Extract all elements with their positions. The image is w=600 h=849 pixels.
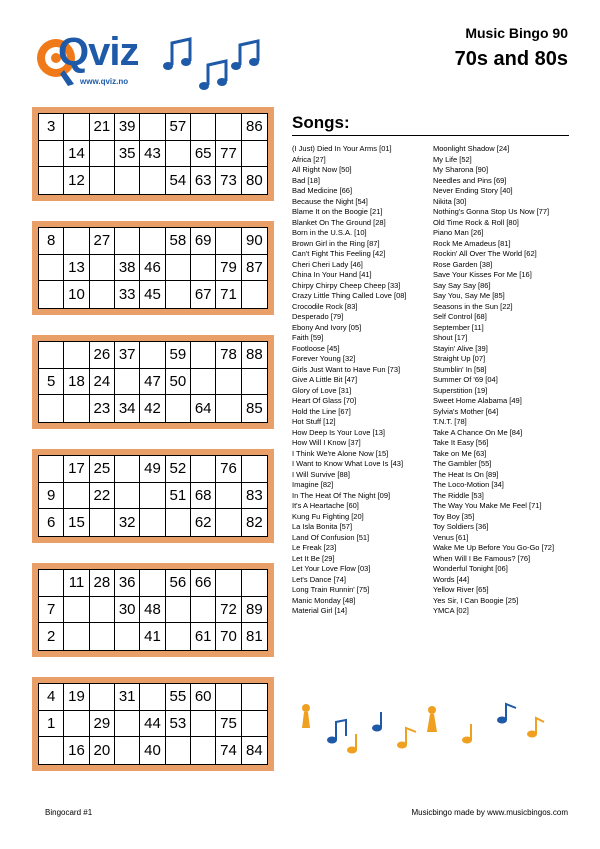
bingo-cell bbox=[242, 570, 267, 597]
song-item: Bad Medicine [66] bbox=[292, 186, 353, 195]
bingo-cell bbox=[166, 509, 191, 536]
song-item: Faith [59] bbox=[292, 333, 324, 342]
bingo-cell: 28 bbox=[90, 570, 115, 597]
bingo-cell bbox=[191, 737, 216, 764]
music-notes-icon bbox=[160, 35, 270, 95]
bingo-cell bbox=[115, 623, 140, 650]
song-item: Manic Monday [48] bbox=[292, 595, 356, 605]
song-item: Old Time Rock & Roll [80] bbox=[433, 217, 519, 227]
bingo-cell: 14 bbox=[64, 141, 89, 168]
song-item: I Want to Know What Love Is [43] bbox=[292, 459, 404, 468]
bingo-cell: 1 bbox=[39, 711, 64, 738]
bingo-cell: 35 bbox=[115, 141, 140, 168]
song-item: The Gambler [55] bbox=[433, 459, 492, 468]
bingo-cell: 34 bbox=[115, 395, 140, 422]
song-item: I Think We're Alone Now [15] bbox=[292, 448, 389, 458]
bingo-cell: 9 bbox=[39, 483, 64, 510]
song-item: Toy Soldiers [36] bbox=[433, 522, 489, 531]
bingo-cell bbox=[140, 684, 165, 711]
song-item: Stayin' Alive [39] bbox=[433, 343, 488, 353]
bingo-cell bbox=[115, 369, 140, 396]
bingo-cell bbox=[191, 342, 216, 369]
song-item: T.N.T. [78] bbox=[433, 417, 467, 426]
song-item: Stumblin' In [58] bbox=[433, 364, 487, 374]
song-item: The Loco-Motion [34] bbox=[433, 480, 504, 489]
song-item: Blame It on the Boogie [21] bbox=[292, 207, 383, 216]
bingo-cell bbox=[216, 395, 241, 422]
bingo-cell: 49 bbox=[140, 456, 165, 483]
bingo-cell bbox=[140, 342, 165, 369]
song-item: Footloose [45] bbox=[292, 343, 340, 353]
song-item: Hold the Line [67] bbox=[292, 406, 351, 416]
song-item: Rockin' All Over The World [62] bbox=[433, 249, 537, 258]
bingo-cell: 24 bbox=[90, 369, 115, 396]
song-item: Toy Boy [35] bbox=[433, 511, 475, 521]
bingo-cell bbox=[64, 114, 89, 141]
bingo-cell bbox=[64, 228, 89, 255]
bingo-cell bbox=[216, 228, 241, 255]
bingo-cell: 72 bbox=[216, 597, 241, 624]
song-item: The Riddle [53] bbox=[433, 490, 484, 500]
song-item: Let It Be [29] bbox=[292, 553, 335, 563]
bingo-cell bbox=[242, 711, 267, 738]
song-item: Brown Girl in the Ring [87] bbox=[292, 238, 380, 248]
bingo-cell: 59 bbox=[166, 342, 191, 369]
song-item: YMCA [02] bbox=[433, 606, 469, 615]
bingo-cell: 42 bbox=[140, 395, 165, 422]
footer-card-number: Bingocard #1 bbox=[45, 808, 93, 817]
bingo-cell bbox=[140, 167, 165, 194]
bingo-cell bbox=[191, 255, 216, 282]
bingo-cell bbox=[90, 509, 115, 536]
song-item: Superstition [19] bbox=[433, 385, 488, 395]
song-item: All Right Now [50] bbox=[292, 165, 352, 174]
bingo-cell: 81 bbox=[245, 628, 263, 646]
song-item: Summer Of '69 [04] bbox=[433, 375, 498, 384]
bingo-cell bbox=[140, 114, 165, 141]
bingo-cell bbox=[191, 369, 216, 396]
song-item: How Deep Is Your Love [13] bbox=[292, 427, 385, 437]
bingo-cell bbox=[140, 228, 165, 255]
bingo-cell: 8 bbox=[39, 228, 64, 255]
song-item: Nothing's Gonna Stop Us Now [77] bbox=[433, 207, 550, 216]
bingo-cell bbox=[115, 228, 140, 255]
song-item: Take A Chance On Me [84] bbox=[433, 427, 523, 437]
bingo-cell: 85 bbox=[245, 400, 263, 418]
bingo-cell: 83 bbox=[242, 483, 267, 510]
song-item: Imagine [82] bbox=[292, 480, 334, 489]
bingo-cell: 90 bbox=[242, 228, 267, 255]
bingo-cell: 13 bbox=[64, 255, 89, 282]
bingo-cell: 61 bbox=[191, 623, 216, 650]
bingo-card bbox=[32, 677, 274, 771]
bingo-cell bbox=[90, 684, 115, 711]
bingo-cell: 3 bbox=[39, 114, 64, 141]
bingo-cell: 7 bbox=[39, 597, 64, 624]
bingo-cell bbox=[90, 167, 115, 194]
song-item: Blanket On The Ground [28] bbox=[292, 217, 386, 227]
bingo-cell: 57 bbox=[166, 114, 191, 141]
bingo-cell: 87 bbox=[242, 255, 267, 282]
song-item: Wake Me Up Before You Go-Go [72] bbox=[433, 543, 555, 552]
song-item: My Sharona [90] bbox=[433, 165, 489, 174]
bingo-cell: 45 bbox=[140, 281, 165, 308]
song-item: Never Ending Story [40] bbox=[433, 186, 513, 195]
song-item: It's A Heartache [60] bbox=[292, 501, 359, 510]
song-item: Rock Me Amadeus [81] bbox=[433, 238, 511, 248]
song-item: La Isla Bonita [57] bbox=[292, 522, 353, 531]
songs-heading: Songs: bbox=[292, 113, 350, 132]
song-item: In The Heat Of The Night [09] bbox=[292, 490, 391, 500]
bingo-cell: 79 bbox=[216, 255, 241, 282]
song-item: Crazy Little Thing Called Love [08] bbox=[292, 291, 407, 300]
song-item: Forever Young [32] bbox=[292, 354, 356, 363]
bingo-cell: 22 bbox=[90, 483, 115, 510]
bingo-cell bbox=[216, 369, 241, 396]
song-item: China In Your Hand [41] bbox=[292, 270, 372, 279]
bingo-cell bbox=[166, 281, 191, 308]
bingo-cell: 33 bbox=[115, 281, 140, 308]
bingo-cell: 17 bbox=[64, 456, 89, 483]
bingo-cell: 75 bbox=[216, 711, 241, 738]
bingo-cell: 77 bbox=[216, 141, 241, 168]
bingo-cell: 89 bbox=[242, 597, 267, 624]
bingo-cell: 84 bbox=[245, 742, 263, 760]
bingo-cell: 25 bbox=[90, 456, 115, 483]
bingo-cell bbox=[39, 255, 64, 282]
bingo-cell: 47 bbox=[140, 369, 165, 396]
logo-wordmark: Qviz bbox=[58, 30, 139, 74]
bingo-cell bbox=[64, 483, 89, 510]
bingo-cell bbox=[64, 342, 89, 369]
song-item: I Will Survive [88] bbox=[292, 469, 350, 479]
song-item: How Will I Know [37] bbox=[292, 438, 361, 447]
bingo-grid bbox=[38, 113, 268, 195]
bingo-cell bbox=[39, 456, 64, 483]
bingo-cell bbox=[242, 369, 267, 396]
song-item: Material Girl [14] bbox=[292, 606, 348, 615]
bingo-cell: 55 bbox=[166, 684, 191, 711]
song-item: Can't Fight This Feeling [42] bbox=[292, 249, 386, 258]
page-subtitle: Music Bingo 90 bbox=[465, 25, 568, 41]
bingo-cell bbox=[216, 684, 241, 711]
bingo-cell: 32 bbox=[115, 509, 140, 536]
bingo-cell bbox=[166, 395, 191, 422]
bingo-cell bbox=[39, 737, 64, 764]
bingo-cell: 50 bbox=[166, 369, 191, 396]
logo-url: www.qviz.no bbox=[80, 77, 129, 86]
song-item: Born in the U.S.A. [10] bbox=[292, 228, 367, 237]
bingo-cell: 71 bbox=[216, 281, 241, 308]
bingo-cell bbox=[64, 623, 89, 650]
bingo-grid bbox=[38, 569, 268, 651]
bingo-cell bbox=[191, 456, 216, 483]
bingo-cell: 6 bbox=[39, 509, 64, 536]
bingo-cell bbox=[64, 711, 89, 738]
song-item: Let Your Love Flow [03] bbox=[292, 564, 371, 573]
bingo-cell bbox=[115, 483, 140, 510]
songs-column-1 bbox=[292, 144, 407, 617]
bingo-cell bbox=[242, 456, 267, 483]
bingo-cell bbox=[39, 570, 64, 597]
bingo-card bbox=[32, 221, 274, 315]
bingo-card bbox=[32, 563, 274, 657]
bingo-cell bbox=[191, 114, 216, 141]
bingo-cell bbox=[115, 711, 140, 738]
bingo-cell: 19 bbox=[64, 684, 89, 711]
bingo-cell bbox=[39, 281, 64, 308]
bingo-cell: 74 bbox=[216, 737, 241, 764]
bingo-cell bbox=[166, 141, 191, 168]
bingo-cell bbox=[115, 737, 140, 764]
song-item: Words [44] bbox=[433, 574, 470, 584]
bingo-cell: 69 bbox=[191, 228, 216, 255]
bingo-cell bbox=[39, 167, 64, 194]
songs-divider bbox=[292, 135, 569, 136]
bingo-cell: 4 bbox=[39, 684, 64, 711]
bingo-cell bbox=[90, 281, 115, 308]
bingo-cell: 78 bbox=[216, 342, 241, 369]
bingo-cell bbox=[140, 483, 165, 510]
song-item: Sweet Home Alabama [49] bbox=[433, 396, 522, 405]
bingo-cell: 65 bbox=[191, 141, 216, 168]
bingo-cell: 62 bbox=[191, 509, 216, 536]
bingo-cell: 15 bbox=[64, 509, 89, 536]
song-item: Ebony And Ivory [05] bbox=[292, 322, 362, 332]
bingo-cell bbox=[191, 711, 216, 738]
song-item: Yes Sir, I Can Boogie [25] bbox=[433, 595, 519, 605]
bingo-cell bbox=[216, 509, 241, 536]
bingo-cell: 21 bbox=[90, 114, 115, 141]
bingo-grid bbox=[38, 683, 268, 765]
bingo-cell bbox=[242, 281, 267, 308]
song-item: When Will I Be Famous? [76] bbox=[433, 553, 531, 563]
song-item: The Heat Is On [89] bbox=[433, 469, 499, 479]
song-item: September [11] bbox=[433, 322, 484, 332]
song-item: Say Say Say [86] bbox=[433, 280, 491, 290]
song-item: Moonlight Shadow [24] bbox=[433, 144, 510, 153]
song-item: Land Of Confusion [51] bbox=[292, 532, 370, 542]
bingo-card bbox=[32, 107, 274, 201]
bingo-cell: 31 bbox=[115, 684, 140, 711]
song-item: Seasons in the Sun [22] bbox=[433, 301, 513, 311]
bingo-cell: 2 bbox=[39, 623, 64, 650]
songs-column-2 bbox=[433, 144, 554, 617]
song-item: Crocodile Rock [83] bbox=[292, 301, 358, 311]
bingo-cell: 82 bbox=[245, 514, 263, 532]
bingo-cell bbox=[216, 570, 241, 597]
bingo-cell: 64 bbox=[191, 395, 216, 422]
song-item: Save Your Kisses For Me [16] bbox=[433, 270, 532, 279]
bingo-cell bbox=[90, 597, 115, 624]
bingo-cell: 43 bbox=[140, 141, 165, 168]
bingo-cell bbox=[242, 684, 267, 711]
bingo-cell: 53 bbox=[166, 711, 191, 738]
song-item: Needles and Pins [69] bbox=[433, 175, 507, 185]
bingo-cell bbox=[166, 597, 191, 624]
bingo-cell bbox=[166, 623, 191, 650]
dancing-notes-icon bbox=[292, 700, 562, 760]
bingo-cell bbox=[140, 509, 165, 536]
bingo-grid bbox=[38, 341, 268, 423]
song-item: Yellow River [65] bbox=[433, 585, 489, 594]
bingo-cell: 67 bbox=[191, 281, 216, 308]
footer-credit: Musicbingo made by www.musicbingos.com bbox=[411, 808, 568, 817]
song-item: Sylvia's Mother [64] bbox=[433, 406, 499, 416]
bingo-cell: 76 bbox=[216, 456, 241, 483]
bingo-cell bbox=[90, 255, 115, 282]
bingo-cell: 63 bbox=[191, 167, 216, 194]
song-item: Venus [61] bbox=[433, 532, 469, 542]
bingo-cell: 39 bbox=[115, 114, 140, 141]
song-item: Chirpy Chirpy Cheep Cheep [33] bbox=[292, 280, 401, 290]
bingo-cell bbox=[64, 395, 89, 422]
bingo-cell: 80 bbox=[245, 172, 263, 190]
bingo-grid bbox=[38, 227, 268, 309]
song-item: Desperado [79] bbox=[292, 312, 344, 321]
bingo-card bbox=[32, 449, 274, 543]
bingo-cell: 58 bbox=[166, 228, 191, 255]
bingo-cell: 16 bbox=[64, 737, 89, 764]
bingo-cell: 48 bbox=[140, 597, 165, 624]
song-item: Heart Of Glass [70] bbox=[292, 396, 357, 405]
bingo-cell: 30 bbox=[115, 597, 140, 624]
bingo-cell: 46 bbox=[140, 255, 165, 282]
song-item: Girls Just Want to Have Fun [73] bbox=[292, 364, 401, 374]
song-item: Cheri Cheri Lady [46] bbox=[292, 259, 363, 269]
bingo-cell bbox=[166, 255, 191, 282]
bingo-cell: 26 bbox=[90, 342, 115, 369]
bingo-cell bbox=[140, 570, 165, 597]
bingo-cell: 37 bbox=[115, 342, 140, 369]
bingo-cell: 12 bbox=[64, 167, 89, 194]
bingo-cell: 11 bbox=[64, 570, 89, 597]
bingo-cell: 38 bbox=[115, 255, 140, 282]
song-item: Bad [18] bbox=[292, 175, 320, 185]
bingo-cell: 66 bbox=[191, 570, 216, 597]
song-item: (I Just) Died In Your Arms [01] bbox=[292, 144, 392, 153]
bingo-cell bbox=[166, 737, 191, 764]
bingo-cell: 18 bbox=[64, 369, 89, 396]
bingo-cell: 27 bbox=[90, 228, 115, 255]
bingo-cell bbox=[39, 395, 64, 422]
bingo-cell: 5 bbox=[39, 369, 64, 396]
bingo-cell: 56 bbox=[166, 570, 191, 597]
song-item: Africa [27] bbox=[292, 154, 326, 164]
song-item: Hot Stuff [12] bbox=[292, 417, 336, 426]
bingo-cell: 41 bbox=[140, 623, 165, 650]
bingo-card bbox=[32, 335, 274, 429]
song-item: Nikita [30] bbox=[433, 196, 467, 206]
bingo-cell: 44 bbox=[140, 711, 165, 738]
song-item: Because the Night [54] bbox=[292, 196, 368, 206]
bingo-cell bbox=[39, 342, 64, 369]
bingo-cell: 86 bbox=[242, 114, 267, 141]
bingo-cell: 36 bbox=[115, 570, 140, 597]
bingo-cell: 73 bbox=[216, 167, 241, 194]
song-item: My Life [52] bbox=[433, 154, 472, 164]
song-item: Shout [17] bbox=[433, 333, 468, 342]
bingo-cell: 88 bbox=[242, 342, 267, 369]
bingo-cell bbox=[216, 114, 241, 141]
bingo-cell bbox=[90, 623, 115, 650]
bingo-cell: 54 bbox=[166, 167, 191, 194]
song-item: Take It Easy [56] bbox=[433, 438, 489, 447]
song-item: Say You, Say Me [85] bbox=[433, 291, 505, 300]
bingo-cell: 51 bbox=[166, 483, 191, 510]
song-item: Long Train Runnin' [75] bbox=[292, 585, 370, 594]
bingo-cell bbox=[242, 141, 267, 168]
bingo-cell bbox=[115, 456, 140, 483]
song-item: The Way You Make Me Feel [71] bbox=[433, 501, 542, 510]
bingo-cell: 70 bbox=[216, 623, 241, 650]
bingo-cell: 10 bbox=[64, 281, 89, 308]
bingo-cell: 40 bbox=[140, 737, 165, 764]
bingo-cell: 23 bbox=[90, 395, 115, 422]
bingo-cell: 20 bbox=[90, 737, 115, 764]
bingo-cell bbox=[64, 597, 89, 624]
song-item: Take on Me [63] bbox=[433, 448, 487, 458]
bingo-cell: 68 bbox=[191, 483, 216, 510]
bingo-cell bbox=[216, 483, 241, 510]
song-item: Kung Fu Fighting [20] bbox=[292, 511, 364, 521]
song-item: Wonderful Tonight [06] bbox=[433, 564, 508, 573]
bingo-cell bbox=[90, 141, 115, 168]
bingo-grid bbox=[38, 455, 268, 537]
page-title: 70s and 80s bbox=[454, 48, 568, 70]
song-item: Rose Garden [38] bbox=[433, 259, 493, 269]
song-item: Straight Up [07] bbox=[433, 354, 486, 363]
song-item: Self Control [68] bbox=[433, 312, 487, 321]
bingo-cell: 60 bbox=[191, 684, 216, 711]
song-item: Le Freak [23] bbox=[292, 543, 337, 552]
song-item: Glory of Love [31] bbox=[292, 385, 352, 395]
bingo-cell: 52 bbox=[166, 456, 191, 483]
bingo-cell bbox=[191, 597, 216, 624]
bingo-cell: 29 bbox=[90, 711, 115, 738]
bingo-cell bbox=[115, 167, 140, 194]
song-item: Let's Dance [74] bbox=[292, 574, 346, 584]
song-item: Piano Man [26] bbox=[433, 228, 484, 237]
bingo-cell bbox=[39, 141, 64, 168]
song-item: Give A Little Bit [47] bbox=[292, 375, 358, 384]
